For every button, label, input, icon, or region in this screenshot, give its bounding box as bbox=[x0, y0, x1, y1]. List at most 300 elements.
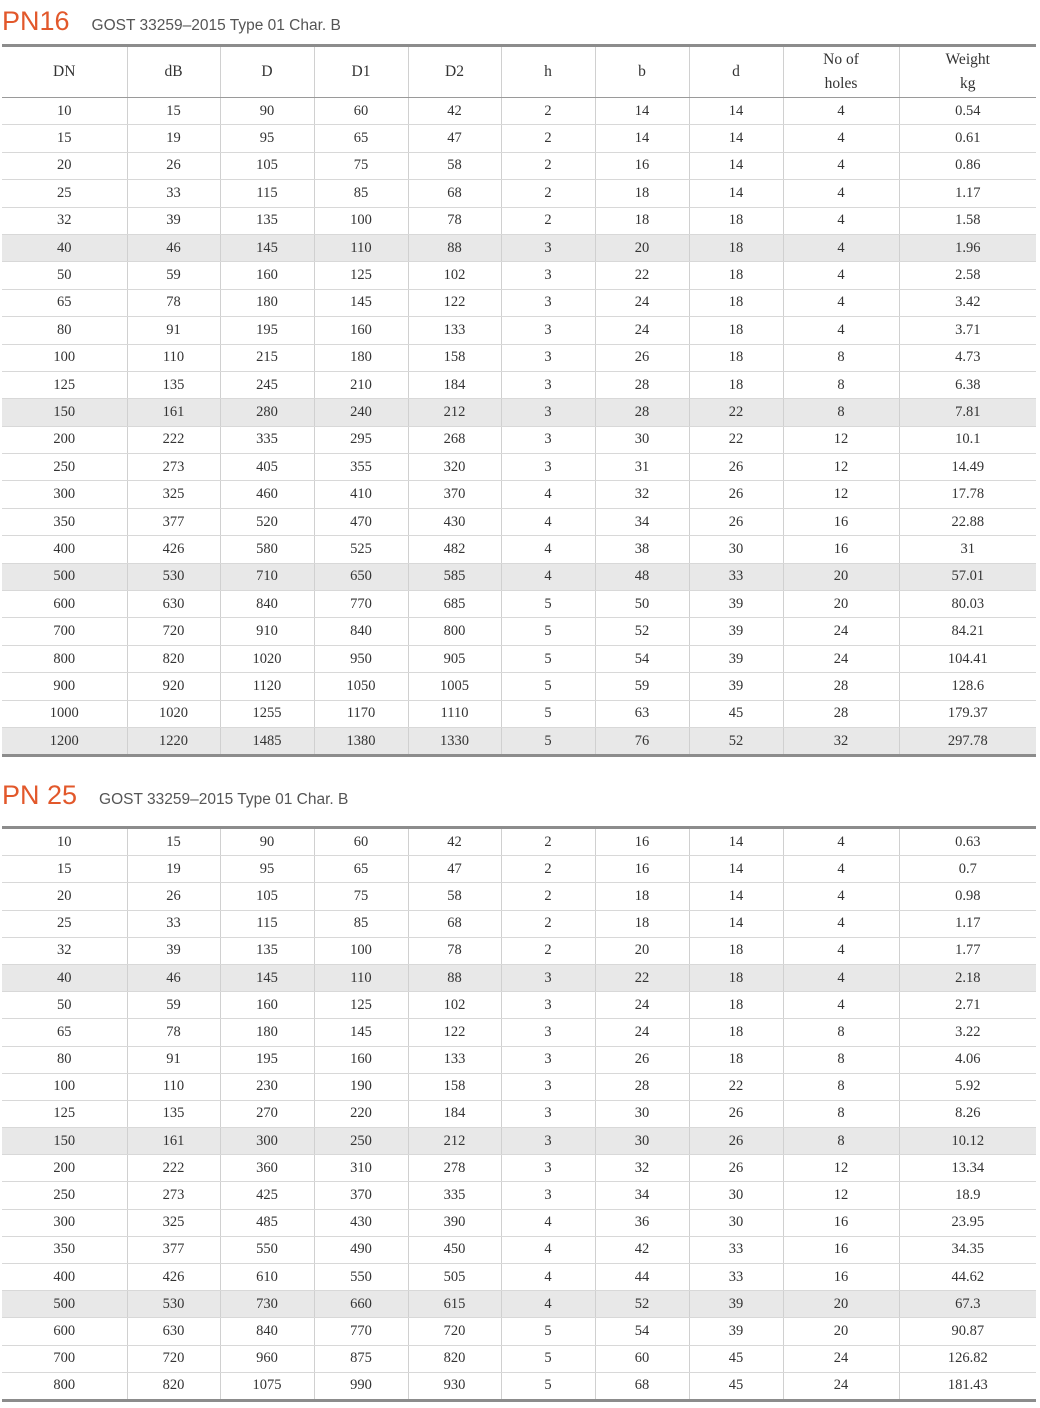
table-cell: 78 bbox=[408, 937, 501, 964]
table-cell: 26 bbox=[689, 481, 783, 508]
col-header-dn: DN bbox=[2, 46, 127, 98]
table-cell: 68 bbox=[408, 180, 501, 207]
table-cell: 212 bbox=[408, 399, 501, 426]
table-cell: 6.38 bbox=[899, 371, 1036, 398]
table-cell: 3 bbox=[501, 371, 595, 398]
table-cell: 30 bbox=[689, 1182, 783, 1209]
table-cell: 8 bbox=[783, 371, 899, 398]
table-cell: 770 bbox=[314, 591, 408, 618]
table-cell: 875 bbox=[314, 1345, 408, 1372]
table-cell: 110 bbox=[127, 1073, 220, 1100]
table-cell: 930 bbox=[408, 1372, 501, 1400]
table-cell: 14 bbox=[689, 883, 783, 910]
table-cell: 18 bbox=[595, 910, 689, 937]
table-cell: 18 bbox=[689, 992, 783, 1019]
table-cell: 39 bbox=[689, 1318, 783, 1345]
col-header-d: D bbox=[220, 46, 314, 98]
pn16-table-body bbox=[2, 98, 1036, 756]
table-row bbox=[2, 828, 1036, 856]
table-cell: 125 bbox=[314, 262, 408, 289]
table-cell: 12 bbox=[783, 1155, 899, 1182]
table-cell: 300 bbox=[2, 1209, 127, 1236]
table-cell: 180 bbox=[314, 344, 408, 371]
table-cell: 3 bbox=[501, 344, 595, 371]
table-cell: 2 bbox=[501, 856, 595, 883]
table-cell: 0.63 bbox=[899, 828, 1036, 856]
table-cell: 4 bbox=[501, 1209, 595, 1236]
table-cell: 180 bbox=[220, 289, 314, 316]
table-cell: 505 bbox=[408, 1264, 501, 1291]
table-cell: 550 bbox=[314, 1264, 408, 1291]
table-cell: 325 bbox=[127, 1209, 220, 1236]
pn25-heading bbox=[2, 780, 348, 811]
table-cell: 377 bbox=[127, 508, 220, 535]
table-cell: 3.22 bbox=[899, 1019, 1036, 1046]
table-cell: 5 bbox=[501, 591, 595, 618]
table-cell: 5 bbox=[501, 1318, 595, 1345]
table-cell: 4 bbox=[783, 289, 899, 316]
table-cell: 630 bbox=[127, 591, 220, 618]
table-cell: 34 bbox=[595, 1182, 689, 1209]
table-cell: 65 bbox=[314, 856, 408, 883]
table-row bbox=[2, 645, 1036, 672]
col-header-weight bbox=[899, 46, 1036, 98]
table-cell: 28 bbox=[595, 399, 689, 426]
table-cell: 600 bbox=[2, 1318, 127, 1345]
table-row bbox=[2, 152, 1036, 179]
table-cell: 39 bbox=[127, 207, 220, 234]
table-cell: 46 bbox=[127, 234, 220, 261]
table-cell: 200 bbox=[2, 1155, 127, 1182]
table-cell: 10.1 bbox=[899, 426, 1036, 453]
table-cell: 5 bbox=[501, 700, 595, 727]
table-cell: 273 bbox=[127, 1182, 220, 1209]
table-cell: 48 bbox=[595, 563, 689, 590]
table-row bbox=[2, 1209, 1036, 1236]
table-cell: 212 bbox=[408, 1128, 501, 1155]
table-cell: 3.71 bbox=[899, 317, 1036, 344]
table-cell: 310 bbox=[314, 1155, 408, 1182]
table-row bbox=[2, 536, 1036, 563]
table-cell: 16 bbox=[783, 1264, 899, 1291]
table-cell: 90 bbox=[220, 98, 314, 125]
table-cell: 52 bbox=[595, 618, 689, 645]
table-cell: 4 bbox=[501, 481, 595, 508]
table-cell: 59 bbox=[127, 262, 220, 289]
table-row bbox=[2, 1100, 1036, 1127]
table-cell: 3 bbox=[501, 317, 595, 344]
weight-header-text: Weight kg bbox=[945, 51, 990, 92]
table-cell: 14 bbox=[595, 98, 689, 125]
table-row bbox=[2, 1128, 1036, 1155]
table-cell: 28 bbox=[595, 371, 689, 398]
table-cell: 4 bbox=[783, 828, 899, 856]
table-cell: 125 bbox=[2, 371, 127, 398]
table-cell: 8 bbox=[783, 1100, 899, 1127]
table-cell: 2 bbox=[501, 125, 595, 152]
table-cell: 18 bbox=[595, 207, 689, 234]
table-cell: 4 bbox=[501, 508, 595, 535]
table-row bbox=[2, 317, 1036, 344]
pn25-standard: GOST 33259–2015 Type 01 Char. B bbox=[99, 791, 349, 808]
table-row bbox=[2, 856, 1036, 883]
table-cell: 22 bbox=[689, 1073, 783, 1100]
table-cell: 63 bbox=[595, 700, 689, 727]
table-cell: 820 bbox=[127, 645, 220, 672]
table-cell: 115 bbox=[220, 910, 314, 937]
table-cell: 60 bbox=[314, 98, 408, 125]
table-cell: 8 bbox=[783, 1046, 899, 1073]
table-cell: 128.6 bbox=[899, 673, 1036, 700]
table-cell: 8 bbox=[783, 1073, 899, 1100]
table-cell: 12 bbox=[783, 454, 899, 481]
table-cell: 377 bbox=[127, 1236, 220, 1263]
table-cell: 44 bbox=[595, 1264, 689, 1291]
table-cell: 22.88 bbox=[899, 508, 1036, 535]
table-cell: 102 bbox=[408, 992, 501, 1019]
table-cell: 18 bbox=[689, 1019, 783, 1046]
table-cell: 25 bbox=[2, 180, 127, 207]
table-cell: 58 bbox=[408, 152, 501, 179]
table-cell: 135 bbox=[220, 937, 314, 964]
table-cell: 24 bbox=[595, 289, 689, 316]
table-cell: 59 bbox=[127, 992, 220, 1019]
table-cell: 85 bbox=[314, 910, 408, 937]
table-cell: 184 bbox=[408, 371, 501, 398]
table-row bbox=[2, 289, 1036, 316]
table-cell: 390 bbox=[408, 1209, 501, 1236]
table-cell: 90.87 bbox=[899, 1318, 1036, 1345]
table-cell: 42 bbox=[595, 1236, 689, 1263]
table-cell: 38 bbox=[595, 536, 689, 563]
table-cell: 45 bbox=[689, 700, 783, 727]
table-cell: 18 bbox=[689, 317, 783, 344]
table-cell: 100 bbox=[2, 344, 127, 371]
pn16-table bbox=[2, 44, 1036, 757]
table-cell: 80.03 bbox=[899, 591, 1036, 618]
table-cell: 3 bbox=[501, 1128, 595, 1155]
table-cell: 215 bbox=[220, 344, 314, 371]
table-cell: 58 bbox=[408, 883, 501, 910]
table-cell: 250 bbox=[2, 1182, 127, 1209]
table-cell: 42 bbox=[408, 98, 501, 125]
table-cell: 2 bbox=[501, 883, 595, 910]
table-cell: 3 bbox=[501, 992, 595, 1019]
table-cell: 273 bbox=[127, 454, 220, 481]
table-cell: 350 bbox=[2, 508, 127, 535]
table-row bbox=[2, 98, 1036, 125]
table-cell: 105 bbox=[220, 883, 314, 910]
table-cell: 700 bbox=[2, 1345, 127, 1372]
table-cell: 54 bbox=[595, 645, 689, 672]
table-cell: 33 bbox=[689, 1264, 783, 1291]
table-cell: 400 bbox=[2, 536, 127, 563]
table-cell: 18 bbox=[689, 371, 783, 398]
table-cell: 24 bbox=[783, 1372, 899, 1400]
table-cell: 8 bbox=[783, 1019, 899, 1046]
table-cell: 1330 bbox=[408, 727, 501, 755]
table-cell: 16 bbox=[783, 536, 899, 563]
table-cell: 426 bbox=[127, 1264, 220, 1291]
table-cell: 14.49 bbox=[899, 454, 1036, 481]
table-cell: 3 bbox=[501, 234, 595, 261]
table-cell: 720 bbox=[127, 618, 220, 645]
table-cell: 20 bbox=[783, 563, 899, 590]
table-row bbox=[2, 125, 1036, 152]
table-cell: 91 bbox=[127, 317, 220, 344]
table-cell: 84.21 bbox=[899, 618, 1036, 645]
table-cell: 360 bbox=[220, 1155, 314, 1182]
table-row bbox=[2, 1182, 1036, 1209]
table-cell: 50 bbox=[595, 591, 689, 618]
table-cell: 3 bbox=[501, 1019, 595, 1046]
table-cell: 26 bbox=[689, 1128, 783, 1155]
table-cell: 122 bbox=[408, 289, 501, 316]
table-cell: 410 bbox=[314, 481, 408, 508]
table-row bbox=[2, 727, 1036, 755]
table-cell: 158 bbox=[408, 1073, 501, 1100]
table-cell: 20 bbox=[595, 234, 689, 261]
table-cell: 4 bbox=[501, 1264, 595, 1291]
table-cell: 126.82 bbox=[899, 1345, 1036, 1372]
table-cell: 1020 bbox=[220, 645, 314, 672]
table-cell: 26 bbox=[689, 1155, 783, 1182]
table-cell: 19 bbox=[127, 125, 220, 152]
table-cell: 33 bbox=[127, 180, 220, 207]
table-row bbox=[2, 563, 1036, 590]
table-cell: 20 bbox=[2, 883, 127, 910]
pn16-header-row bbox=[2, 46, 1036, 98]
table-cell: 0.98 bbox=[899, 883, 1036, 910]
table-row bbox=[2, 508, 1036, 535]
table-cell: 47 bbox=[408, 856, 501, 883]
table-cell: 300 bbox=[220, 1128, 314, 1155]
table-cell: 4 bbox=[783, 98, 899, 125]
table-cell: 20 bbox=[783, 1318, 899, 1345]
table-cell: 80 bbox=[2, 317, 127, 344]
table-cell: 840 bbox=[314, 618, 408, 645]
table-cell: 4 bbox=[501, 1236, 595, 1263]
table-row bbox=[2, 1318, 1036, 1345]
table-row bbox=[2, 207, 1036, 234]
table-cell: 75 bbox=[314, 152, 408, 179]
table-cell: 31 bbox=[595, 454, 689, 481]
table-cell: 8.26 bbox=[899, 1100, 1036, 1127]
table-cell: 76 bbox=[595, 727, 689, 755]
table-cell: 3 bbox=[501, 1100, 595, 1127]
table-row bbox=[2, 937, 1036, 964]
table-cell: 10 bbox=[2, 828, 127, 856]
table-cell: 195 bbox=[220, 1046, 314, 1073]
table-cell: 900 bbox=[2, 673, 127, 700]
table-cell: 160 bbox=[220, 992, 314, 1019]
table-cell: 660 bbox=[314, 1291, 408, 1318]
table-row bbox=[2, 1155, 1036, 1182]
table-cell: 3 bbox=[501, 262, 595, 289]
table-cell: 34.35 bbox=[899, 1236, 1036, 1263]
table-row bbox=[2, 426, 1036, 453]
table-cell: 0.7 bbox=[899, 856, 1036, 883]
table-row bbox=[2, 700, 1036, 727]
table-row bbox=[2, 262, 1036, 289]
table-cell: 222 bbox=[127, 426, 220, 453]
table-cell: 278 bbox=[408, 1155, 501, 1182]
table-cell: 5 bbox=[501, 673, 595, 700]
table-cell: 46 bbox=[127, 964, 220, 991]
table-cell: 30 bbox=[595, 426, 689, 453]
table-cell: 34 bbox=[595, 508, 689, 535]
table-cell: 3 bbox=[501, 1155, 595, 1182]
table-row bbox=[2, 1372, 1036, 1400]
col-header-b: b bbox=[595, 46, 689, 98]
table-cell: 133 bbox=[408, 317, 501, 344]
table-cell: 3 bbox=[501, 1073, 595, 1100]
table-cell: 270 bbox=[220, 1100, 314, 1127]
table-cell: 370 bbox=[408, 481, 501, 508]
table-cell: 210 bbox=[314, 371, 408, 398]
table-cell: 18 bbox=[689, 207, 783, 234]
table-row bbox=[2, 1345, 1036, 1372]
table-cell: 600 bbox=[2, 591, 127, 618]
table-cell: 40 bbox=[2, 964, 127, 991]
table-cell: 22 bbox=[595, 262, 689, 289]
table-cell: 90 bbox=[220, 828, 314, 856]
table-cell: 4 bbox=[783, 317, 899, 344]
table-cell: 4 bbox=[501, 536, 595, 563]
table-row bbox=[2, 883, 1036, 910]
table-cell: 3 bbox=[501, 454, 595, 481]
table-cell: 1485 bbox=[220, 727, 314, 755]
pn25-title: PN 25 bbox=[2, 780, 78, 810]
table-cell: 1.17 bbox=[899, 180, 1036, 207]
table-cell: 950 bbox=[314, 645, 408, 672]
table-cell: 102 bbox=[408, 262, 501, 289]
table-row bbox=[2, 673, 1036, 700]
table-cell: 370 bbox=[314, 1182, 408, 1209]
table-cell: 4 bbox=[783, 937, 899, 964]
table-cell: 16 bbox=[595, 152, 689, 179]
table-cell: 470 bbox=[314, 508, 408, 535]
table-cell: 95 bbox=[220, 125, 314, 152]
table-cell: 500 bbox=[2, 1291, 127, 1318]
table-cell: 15 bbox=[2, 856, 127, 883]
table-cell: 18 bbox=[689, 964, 783, 991]
table-cell: 110 bbox=[127, 344, 220, 371]
table-row bbox=[2, 1046, 1036, 1073]
table-cell: 840 bbox=[220, 591, 314, 618]
table-cell: 24 bbox=[595, 1019, 689, 1046]
table-row bbox=[2, 399, 1036, 426]
table-cell: 3 bbox=[501, 399, 595, 426]
table-cell: 17.78 bbox=[899, 481, 1036, 508]
table-cell: 0.86 bbox=[899, 152, 1036, 179]
table-cell: 610 bbox=[220, 1264, 314, 1291]
col-header-h: h bbox=[501, 46, 595, 98]
table-cell: 2.58 bbox=[899, 262, 1036, 289]
table-cell: 1170 bbox=[314, 700, 408, 727]
table-cell: 2 bbox=[501, 828, 595, 856]
table-cell: 25 bbox=[2, 910, 127, 937]
table-cell: 12 bbox=[783, 426, 899, 453]
table-cell: 39 bbox=[689, 673, 783, 700]
table-cell: 26 bbox=[127, 152, 220, 179]
table-cell: 50 bbox=[2, 262, 127, 289]
table-cell: 33 bbox=[689, 563, 783, 590]
table-row bbox=[2, 371, 1036, 398]
table-cell: 12 bbox=[783, 481, 899, 508]
table-cell: 1.58 bbox=[899, 207, 1036, 234]
table-cell: 85 bbox=[314, 180, 408, 207]
table-cell: 59 bbox=[595, 673, 689, 700]
table-cell: 1000 bbox=[2, 700, 127, 727]
table-cell: 2 bbox=[501, 98, 595, 125]
table-cell: 4 bbox=[501, 563, 595, 590]
table-cell: 39 bbox=[689, 645, 783, 672]
table-cell: 18 bbox=[689, 1046, 783, 1073]
table-cell: 920 bbox=[127, 673, 220, 700]
table-cell: 500 bbox=[2, 563, 127, 590]
table-cell: 20 bbox=[783, 591, 899, 618]
table-cell: 145 bbox=[220, 234, 314, 261]
table-cell: 32 bbox=[2, 937, 127, 964]
table-cell: 91 bbox=[127, 1046, 220, 1073]
table-cell: 20 bbox=[595, 937, 689, 964]
table-cell: 960 bbox=[220, 1345, 314, 1372]
table-cell: 28 bbox=[783, 673, 899, 700]
table-cell: 580 bbox=[220, 536, 314, 563]
col-header-d1: D1 bbox=[314, 46, 408, 98]
table-cell: 160 bbox=[314, 317, 408, 344]
table-cell: 430 bbox=[314, 1209, 408, 1236]
table-cell: 75 bbox=[314, 883, 408, 910]
table-cell: 3 bbox=[501, 1182, 595, 1209]
table-cell: 32 bbox=[2, 207, 127, 234]
table-cell: 18 bbox=[689, 937, 783, 964]
table-cell: 4 bbox=[783, 125, 899, 152]
table-cell: 133 bbox=[408, 1046, 501, 1073]
table-cell: 145 bbox=[314, 1019, 408, 1046]
table-cell: 110 bbox=[314, 964, 408, 991]
table-cell: 1005 bbox=[408, 673, 501, 700]
table-cell: 4 bbox=[783, 992, 899, 1019]
table-cell: 22 bbox=[689, 426, 783, 453]
table-cell: 32 bbox=[595, 1155, 689, 1182]
table-cell: 700 bbox=[2, 618, 127, 645]
table-cell: 47 bbox=[408, 125, 501, 152]
table-cell: 54 bbox=[595, 1318, 689, 1345]
table-cell: 2 bbox=[501, 152, 595, 179]
table-cell: 24 bbox=[783, 645, 899, 672]
table-cell: 268 bbox=[408, 426, 501, 453]
table-cell: 68 bbox=[408, 910, 501, 937]
table-cell: 295 bbox=[314, 426, 408, 453]
pn16-standard: GOST 33259–2015 Type 01 Char. B bbox=[91, 17, 341, 34]
table-cell: 5 bbox=[501, 1372, 595, 1400]
table-cell: 161 bbox=[127, 1128, 220, 1155]
table-cell: 180 bbox=[220, 1019, 314, 1046]
table-cell: 78 bbox=[127, 289, 220, 316]
table-cell: 325 bbox=[127, 481, 220, 508]
table-cell: 14 bbox=[595, 125, 689, 152]
table-cell: 145 bbox=[220, 964, 314, 991]
table-cell: 405 bbox=[220, 454, 314, 481]
table-cell: 990 bbox=[314, 1372, 408, 1400]
table-cell: 30 bbox=[689, 536, 783, 563]
table-cell: 135 bbox=[127, 371, 220, 398]
table-cell: 14 bbox=[689, 828, 783, 856]
table-cell: 18 bbox=[595, 180, 689, 207]
pn25-table-body bbox=[2, 828, 1036, 1401]
